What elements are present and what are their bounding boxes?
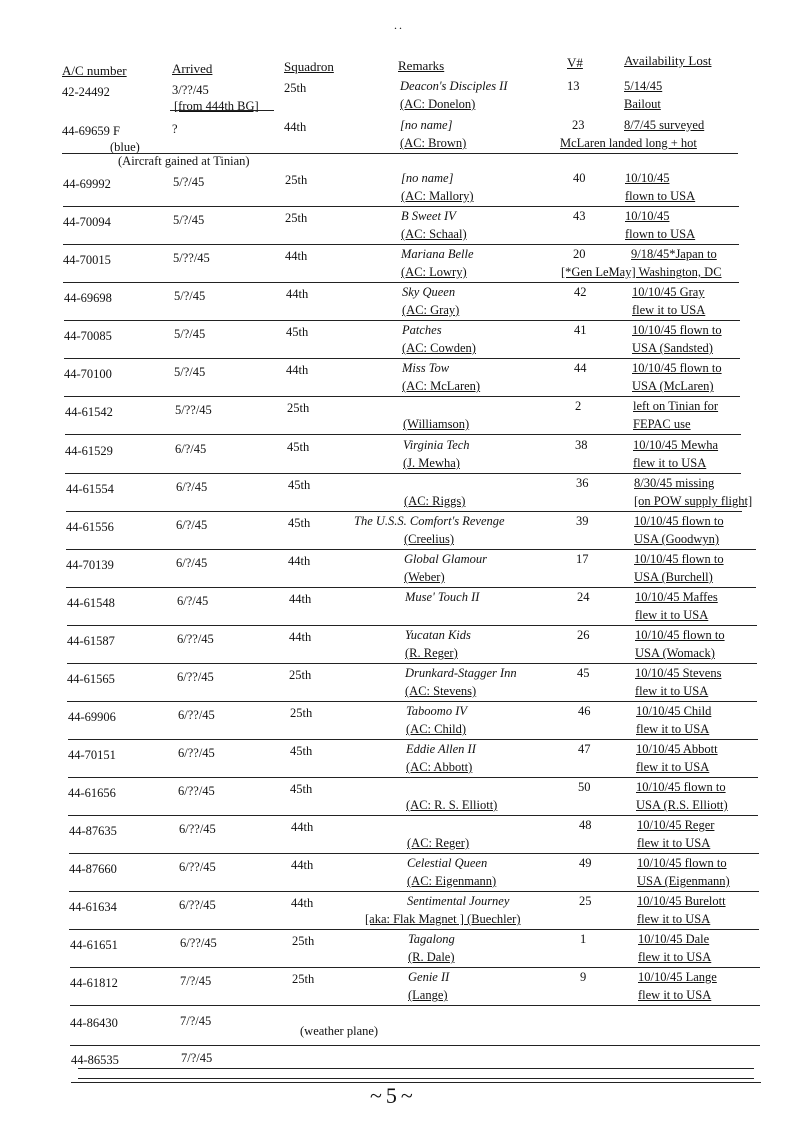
aircraft-name: Miss Tow — [402, 361, 450, 375]
squadron: 44th — [289, 592, 312, 606]
arrived-date: 5/?/45 — [174, 289, 206, 303]
aircraft-commander: (Williamson) — [403, 417, 470, 431]
arrived-date: 6/??/45 — [178, 708, 215, 722]
availability-date: 5/14/45 — [624, 79, 663, 93]
aircraft-name: Tagalong — [408, 932, 455, 946]
arrived-date: 6/?/45 — [176, 480, 208, 494]
availability-detail: flew it to USA — [633, 456, 707, 470]
availability-detail: USA (Goodwyn) — [634, 532, 720, 546]
squadron: 25th — [289, 668, 312, 682]
squadron: 44th — [286, 287, 309, 301]
v-number: 48 — [579, 818, 592, 832]
squadron: 44th — [291, 896, 314, 910]
arrived-date: 3/??/45 — [172, 83, 209, 97]
aircraft-name: Eddie Allen II — [406, 742, 476, 756]
availability-date: 9/18/45*Japan to — [631, 247, 717, 261]
row-divider — [70, 1005, 760, 1006]
availability-detail: flew it to USA — [635, 608, 709, 622]
arrived-date: 6/?/45 — [176, 556, 208, 570]
row-divider — [70, 967, 760, 968]
aircraft-name: Taboomo IV — [406, 704, 468, 718]
availability-date: 10/10/45 flown to — [632, 323, 722, 337]
ac-number: 44-61565 — [67, 672, 115, 686]
v-number: 36 — [576, 476, 589, 490]
arrived-date: ? — [172, 122, 178, 136]
aircraft-name: Genie II — [408, 970, 450, 984]
top-mark: .. — [394, 18, 404, 32]
aircraft-commander: (AC: Gray) — [402, 303, 460, 317]
v-number: 44 — [574, 361, 587, 375]
arrived-source: [from 444th BG] — [174, 99, 259, 113]
aircraft-commander: (AC: Lowry) — [401, 265, 467, 279]
header-remarks: Remarks — [398, 58, 445, 73]
availability-date: 10/10/45 — [625, 209, 670, 223]
aircraft-name: B Sweet IV — [401, 209, 456, 223]
row-divider — [67, 663, 757, 664]
arrived-date: 6/??/45 — [178, 746, 215, 760]
availability-detail: flew it to USA — [637, 836, 711, 850]
aircraft-name: Drunkard-Stagger Inn — [405, 666, 517, 680]
row-divider — [70, 1045, 760, 1046]
v-number: 2 — [575, 399, 582, 413]
squadron: 44th — [288, 554, 311, 568]
availability-date: 10/10/45 Stevens — [635, 666, 722, 680]
row-divider — [68, 815, 758, 816]
aircraft-commander: (AC: Child) — [406, 722, 467, 736]
v-number: 47 — [578, 742, 591, 756]
squadron: 45th — [287, 440, 310, 454]
aircraft-name: [no name] — [401, 171, 454, 185]
ac-number: 44-61529 — [65, 444, 113, 458]
ac-number: 44-70100 — [64, 367, 112, 381]
squadron: 25th — [287, 401, 310, 415]
v-number: 25 — [579, 894, 592, 908]
ac-number: 44-86535 — [71, 1053, 119, 1067]
availability-detail: [on POW supply flight] — [634, 494, 753, 508]
squadron: 25th — [285, 211, 308, 225]
row-note: (weather plane) — [300, 1024, 379, 1038]
aircraft-commander: (AC: Mallory) — [401, 189, 474, 203]
ac-number: 44-70139 — [66, 558, 114, 572]
row-divider — [69, 891, 759, 892]
availability-detail: flown to USA — [625, 227, 696, 241]
row-divider — [65, 473, 741, 474]
page-number: ~5~ — [370, 1083, 417, 1108]
aircraft-name: Yucatan Kids — [405, 628, 471, 642]
squadron: 44th — [285, 249, 308, 263]
header-v-number: V# — [567, 55, 583, 70]
availability-detail: Bailout — [624, 97, 661, 111]
row-divider — [69, 853, 759, 854]
squadron: 45th — [290, 782, 313, 796]
aircraft-commander: (AC: Schaal) — [401, 227, 467, 241]
row-divider — [65, 434, 741, 435]
availability-date: 10/10/45 flown to — [636, 780, 726, 794]
arrived-date: 5/??/45 — [173, 251, 210, 265]
ac-number: 44-61634 — [69, 900, 117, 914]
v-number: 26 — [577, 628, 590, 642]
v-number: 9 — [580, 970, 587, 984]
availability-detail: USA (Sandsted) — [632, 341, 713, 355]
aircraft-name: Patches — [402, 323, 442, 337]
aircraft-name: Sky Queen — [402, 285, 456, 299]
ac-color-note: (blue) — [110, 140, 140, 154]
row-divider — [63, 206, 739, 207]
ac-number: 44-61587 — [67, 634, 115, 648]
squadron: 44th — [291, 858, 314, 872]
v-number: 49 — [579, 856, 592, 870]
squadron: 45th — [288, 516, 311, 530]
ac-number: 44-87635 — [69, 824, 117, 838]
availability-date: 8/30/45 missing — [634, 476, 715, 490]
availability-detail: flew it to USA — [637, 912, 711, 926]
row-divider — [66, 549, 756, 550]
v-number: 45 — [577, 666, 590, 680]
availability-date: left on Tinian for — [633, 399, 719, 413]
arrived-date: 6/??/45 — [178, 784, 215, 798]
header-ac-number: A/C number — [62, 63, 127, 78]
aircraft-name: Virginia Tech — [403, 438, 470, 452]
availability-detail: FEPAC use — [633, 417, 691, 431]
aircraft-name: Celestial Queen — [407, 856, 488, 870]
row-divider — [66, 511, 742, 512]
row-divider — [63, 244, 739, 245]
v-number: 24 — [577, 590, 590, 604]
header-availability-lost: Availability Lost — [624, 53, 712, 68]
v-number: 17 — [576, 552, 589, 566]
ac-number: 42-24492 — [62, 85, 110, 99]
row-divider — [69, 929, 759, 930]
squadron: 44th — [291, 820, 314, 834]
availability-detail: flew it to USA — [635, 684, 709, 698]
availability-detail: flew it to USA — [638, 988, 712, 1002]
aircraft-name: Sentimental Journey — [407, 894, 510, 908]
v-number: 38 — [575, 438, 588, 452]
arrived-date: 6/??/45 — [177, 632, 214, 646]
arrived-date: 5/?/45 — [174, 365, 206, 379]
squadron: 44th — [284, 120, 307, 134]
squadron: 25th — [290, 706, 313, 720]
availability-date: 10/10/45 Child — [636, 704, 712, 718]
row-divider — [62, 153, 738, 154]
arrived-date: 6/??/45 — [179, 898, 216, 912]
availability-date: 10/10/45 Mewha — [633, 438, 719, 452]
ac-number: 44-70085 — [64, 329, 112, 343]
ac-number: 44-61656 — [68, 786, 116, 800]
v-number: 40 — [573, 171, 586, 185]
aircraft-commander: (AC: Abbott) — [406, 760, 473, 774]
ac-number: 44-69992 — [63, 177, 111, 191]
v-number: 13 — [567, 79, 580, 93]
v-number: 41 — [574, 323, 587, 337]
header-squadron: Squadron — [284, 59, 334, 74]
v-number: 50 — [578, 780, 591, 794]
squadron: 45th — [288, 478, 311, 492]
availability-date: 10/10/45 flown to — [637, 856, 727, 870]
row-divider — [66, 587, 756, 588]
squadron: 44th — [286, 363, 309, 377]
bottom-rule — [78, 1068, 754, 1069]
squadron: 25th — [285, 173, 308, 187]
ac-number: 44-61812 — [70, 976, 118, 990]
v-number: 42 — [574, 285, 587, 299]
arrived-date: 7/?/45 — [181, 1051, 213, 1065]
availability-detail: USA (R.S. Elliott) — [636, 798, 728, 812]
ac-number: 44-61651 — [70, 938, 118, 952]
ac-number: 44-69659 F — [62, 124, 120, 138]
squadron: 25th — [284, 81, 307, 95]
arrived-date: 7/?/45 — [180, 1014, 212, 1028]
aircraft-commander: (Creelius) — [404, 532, 454, 546]
availability-date: 10/10/45 Gray — [632, 285, 705, 299]
arrived-date: 6/??/45 — [179, 822, 216, 836]
ac-number: 44-61556 — [66, 520, 114, 534]
aircraft-name: Muse' Touch II — [405, 590, 480, 604]
availability-date: 10/10/45 flown to — [635, 628, 725, 642]
aircraft-commander: (AC: Cowden) — [402, 341, 476, 355]
row-divider — [170, 110, 274, 111]
availability-date: 10/10/45 flown to — [634, 514, 724, 528]
arrived-date: 6/?/45 — [175, 442, 207, 456]
availability-detail: USA (McLaren) — [632, 379, 714, 393]
arrived-date: 6/?/45 — [176, 518, 208, 532]
ac-number: 44-69906 — [68, 710, 116, 724]
arrived-date: 5/?/45 — [174, 327, 206, 341]
aircraft-name: Global Glamour — [404, 552, 487, 566]
availability-detail: [*Gen LeMay] Washington, DC — [561, 265, 722, 279]
aircraft-commander: (AC: Donelon) — [400, 97, 476, 111]
aircraft-name: The U.S.S. Comfort's Revenge — [354, 514, 505, 528]
ac-number: 44-70094 — [63, 215, 111, 229]
v-number: 43 — [573, 209, 586, 223]
aircraft-commander: (AC: Reger) — [407, 836, 470, 850]
availability-detail: USA (Burchell) — [634, 570, 713, 584]
bottom-rule — [78, 1078, 754, 1079]
arrived-date: 6/??/45 — [179, 860, 216, 874]
availability-date: 10/10/45 flown to — [632, 361, 722, 375]
row-divider — [64, 320, 740, 321]
v-number: 20 — [573, 247, 586, 261]
availability-date: 10/10/45 Dale — [638, 932, 710, 946]
squadron: 45th — [290, 744, 313, 758]
aircraft-commander: (Weber) — [404, 570, 445, 584]
ac-number: 44-61554 — [66, 482, 114, 496]
row-divider — [67, 701, 757, 702]
ac-number: 44-87660 — [69, 862, 117, 876]
availability-date: 10/10/45 Maffes — [635, 590, 718, 604]
v-number: 1 — [580, 932, 587, 946]
aircraft-commander: (AC: Brown) — [400, 136, 467, 150]
availability-detail: flew it to USA — [636, 760, 710, 774]
row-divider — [67, 625, 757, 626]
aircraft-commander: (AC: Stevens) — [405, 684, 477, 698]
aircraft-commander: (R. Dale) — [408, 950, 455, 964]
aircraft-commander: (AC: Riggs) — [404, 494, 466, 508]
aircraft-commander: (AC: R. S. Elliott) — [406, 798, 498, 812]
ac-number: 44-69698 — [64, 291, 112, 305]
ac-number: 44-86430 — [70, 1016, 118, 1030]
row-divider — [68, 739, 758, 740]
v-number: 39 — [576, 514, 589, 528]
arrived-date: 5/?/45 — [173, 213, 205, 227]
availability-detail: USA (Womack) — [635, 646, 715, 660]
arrived-date: 6/??/45 — [177, 670, 214, 684]
aircraft-commander: (R. Reger) — [405, 646, 458, 660]
availability-detail: USA (Eigenmann) — [637, 874, 730, 888]
ac-number: 44-70015 — [63, 253, 111, 267]
header-arrived: Arrived — [172, 61, 213, 76]
row-divider — [63, 282, 739, 283]
availability-detail: McLaren landed long + hot — [560, 136, 697, 150]
squadron: 44th — [289, 630, 312, 644]
availability-date: 10/10/45 Burelott — [637, 894, 726, 908]
arrived-date: 5/?/45 — [173, 175, 205, 189]
row-divider — [68, 777, 758, 778]
arrived-date: 5/??/45 — [175, 403, 212, 417]
ac-number: 44-61542 — [65, 405, 113, 419]
aircraft-commander: (J. Mewha) — [403, 456, 460, 470]
aircraft-commander: [aka: Flak Magnet ] (Buechler) — [365, 912, 521, 926]
row-note: (Aircraft gained at Tinian) — [118, 154, 250, 168]
availability-detail: flew it to USA — [636, 722, 710, 736]
aircraft-name: [no name] — [400, 118, 453, 132]
arrived-date: 7/?/45 — [180, 974, 212, 988]
aircraft-commander: (AC: McLaren) — [402, 379, 481, 393]
availability-detail: flew it to USA — [638, 950, 712, 964]
availability-date: 10/10/45 — [625, 171, 670, 185]
v-number: 46 — [578, 704, 591, 718]
row-divider — [64, 396, 740, 397]
availability-date: 8/7/45 surveyed — [624, 118, 705, 132]
squadron: 25th — [292, 934, 315, 948]
availability-date: 10/10/45 Abbott — [636, 742, 718, 756]
availability-date: 10/10/45 Reger — [637, 818, 715, 832]
aircraft-name: Deacon's Disciples II — [400, 79, 508, 93]
availability-date: 10/10/45 flown to — [634, 552, 724, 566]
aircraft-name: Mariana Belle — [401, 247, 474, 261]
squadron: 45th — [286, 325, 309, 339]
aircraft-commander: (AC: Eigenmann) — [407, 874, 497, 888]
v-number: 23 — [572, 118, 585, 132]
availability-date: 10/10/45 Lange — [638, 970, 717, 984]
arrived-date: 6/?/45 — [177, 594, 209, 608]
squadron: 25th — [292, 972, 315, 986]
availability-detail: flew it to USA — [632, 303, 706, 317]
ac-number: 44-61548 — [67, 596, 115, 610]
arrived-date: 6/??/45 — [180, 936, 217, 950]
ac-number: 44-70151 — [68, 748, 116, 762]
availability-detail: flown to USA — [625, 189, 696, 203]
aircraft-commander: (Lange) — [408, 988, 448, 1002]
row-divider — [64, 358, 740, 359]
